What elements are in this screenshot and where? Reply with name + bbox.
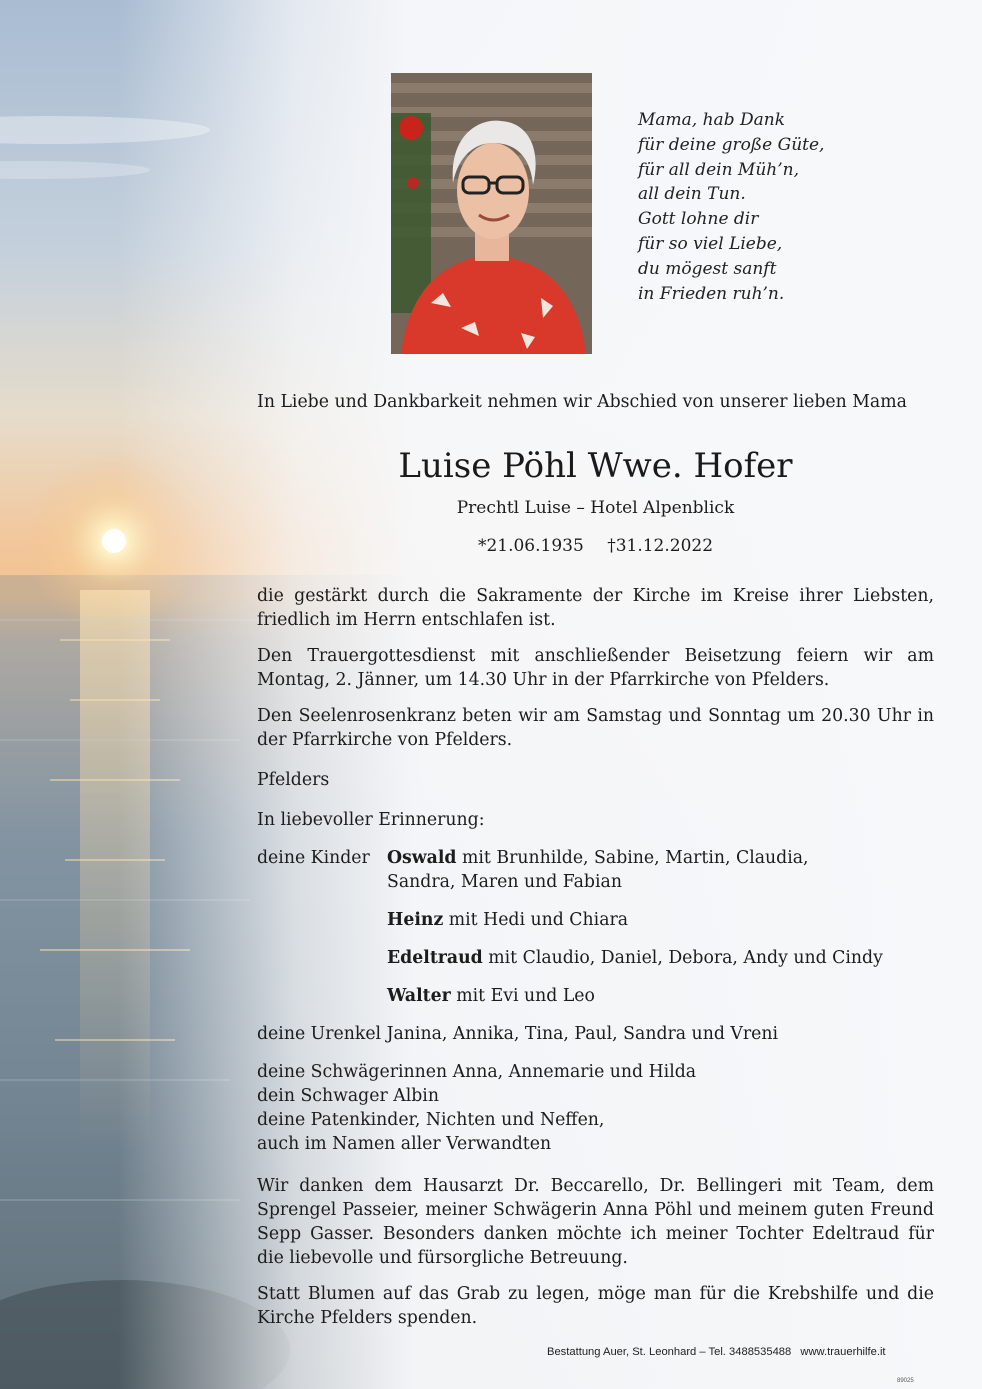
relatives-list [257,1060,934,1156]
footer-website[interactable]: www.trauerhilfe.it [800,1346,886,1358]
paragraph-thanks: Wir danken dem Hausarzt Dr. Beccarello, Dr. Bellingeri mit Team, dem Sprengel Passeier, meiner Schwägerin Anna Pöhl und meinem guten Freund Sepp Gasser. Besonders danken möchte ich meiner Tochter Edeltraud für die liebevolle und fürsorgliche Betreuung. [257,1176,934,1268]
child-family: mit Brunhilde, Sabine, Martin, Claudia, [462,848,809,868]
deceased-name: Luise Pöhl Wwe. Hofer [398,446,793,486]
child-entry [387,908,934,932]
child-name: Walter [387,986,451,1006]
life-dates [257,534,934,558]
poem-line: in Frieden ruh’n. [638,283,785,304]
child-entry [387,984,934,1008]
poem [638,108,824,306]
poem-line: für so viel Liebe, [638,233,783,254]
children-list [257,846,934,894]
child-name: Oswald [387,848,457,868]
relatives-line: deine Patenkinder, Nichten und Neffen, [257,1110,605,1130]
great-grandchildren: deine Urenkel Janina, Annika, Tina, Paul, Sandra und Vreni [257,1024,779,1044]
intro-text: In Liebe und Dankbarkeit nehmen wir Abschied von unserer lieben Mama [257,392,907,412]
portrait-photo [391,73,592,354]
child-name: Edeltraud [387,948,483,968]
poem-line: du mögest sanft [638,258,777,279]
child-name: Heinz [387,910,444,930]
deceased-alias: Prechtl Luise – Hotel Alpenblick [456,498,735,518]
memory-heading: In liebevoller Erinnerung: [257,810,485,830]
funeral-home-footer [547,1346,947,1358]
child-entry [387,946,934,970]
death-date: †31.12.2022 [607,536,714,556]
poem-line: für deine große Güte, [638,134,825,155]
child-family: mit Hedi und Chiara [448,910,629,930]
footer-contact: Bestattung Auer, St. Leonhard – Tel. 3488535488 [547,1346,792,1358]
portrait-illustration [391,73,592,354]
relatives-line: auch im Namen aller Verwandten [257,1134,552,1154]
poem-line: Gott lohne dir [638,209,759,230]
poem-line: all dein Tun. [638,184,746,205]
print-code: 89025 [897,1378,914,1384]
children-label: deine Kinder [257,848,370,868]
birth-date: *21.06.1935 [477,536,584,556]
child-family: mit Evi und Leo [456,986,595,1006]
poem-line: Mama, hab Dank [638,110,785,130]
paragraph-donations: Statt Blumen auf das Grab zu legen, möge man für die Krebshilfe und die Kirche Pfelders spenden. [257,1284,934,1328]
child-family: mit Claudio, Daniel, Debora, Andy und Cindy [488,948,883,968]
paragraph-rosary: Den Seelenrosenkranz beten wir am Samstag und Sonntag um 20.30 Uhr in der Pfarrkirche von Pfelders. [257,706,934,750]
child-family-cont: Sandra, Maren und Fabian [387,872,622,892]
paragraph-funeral: Den Trauergottesdienst mit anschließender Beisetzung feiern wir am Montag, 2. Jänner, um 14.30 Uhr in der Pfarrkirche von Pfelders. [257,646,934,690]
paragraph-passing: die gestärkt durch die Sakramente der Kirche im Kreise ihrer Liebsten, friedlich im Herrn entschlafen ist. [257,586,934,630]
notice-body [257,390,934,1330]
place: Pfelders [257,770,330,790]
relatives-line: dein Schwager Albin [257,1086,439,1106]
relatives-line: deine Schwägerinnen Anna, Annemarie und Hilda [257,1062,697,1082]
child-entry [387,846,809,894]
poem-line: für all dein Müh’n, [638,159,799,180]
